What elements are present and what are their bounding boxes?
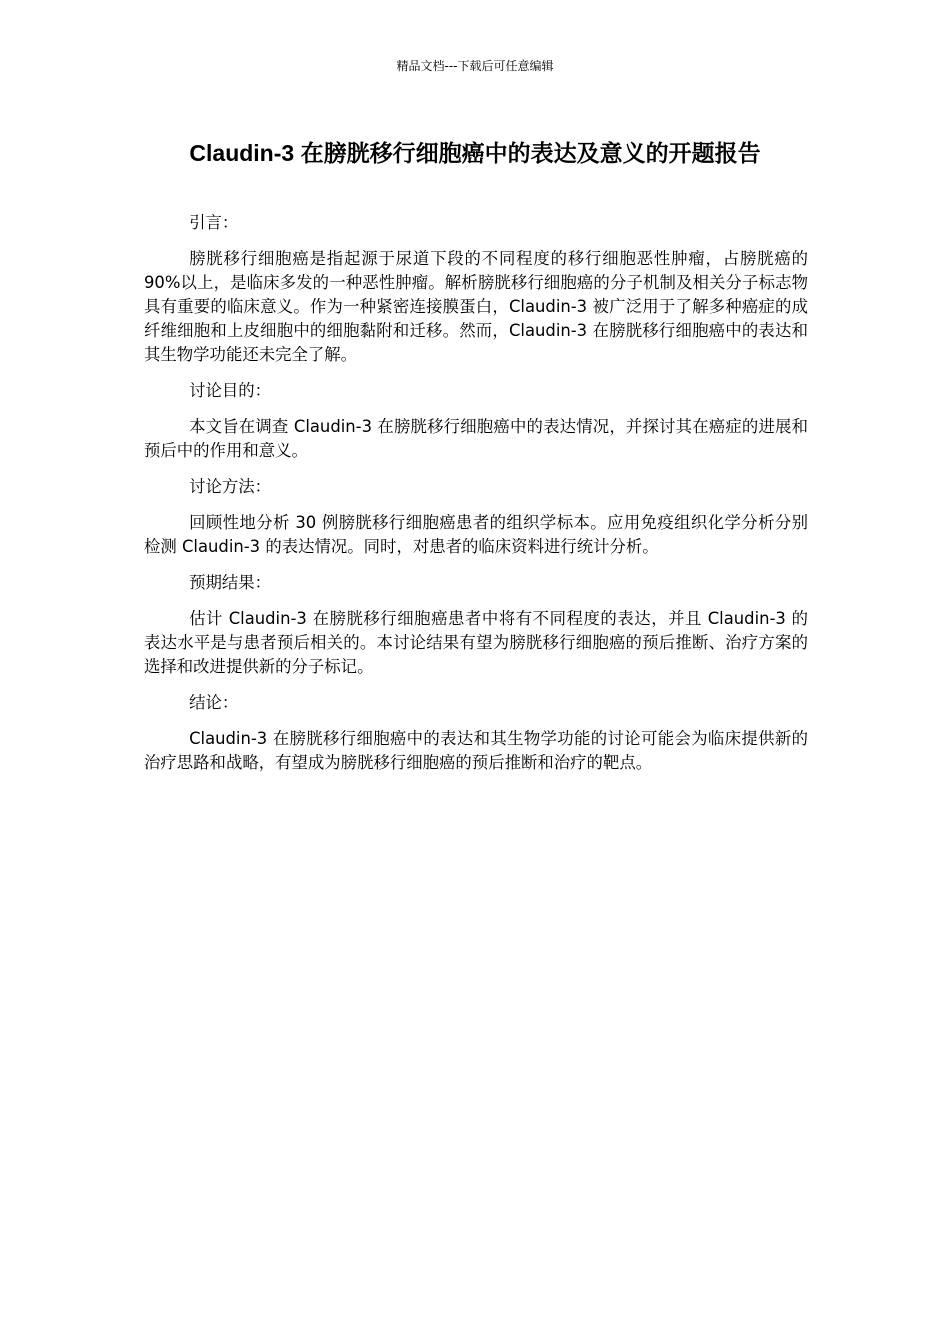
section-paragraph-expected-results: 估计 Claudin-3 在膀胱移行细胞癌患者中将有不同程度的表达，并且 Claudin-3 的表达水平是与患者预后相关的。本讨论结果有望为膀胱移行细胞癌的预后推断、治疗方案的选择和改进提供新的分子标记。 — [144, 609, 808, 676]
section-paragraph-methods: 回顾性地分析 30 例膀胱移行细胞癌患者的组织学标本。应用免疫组织化学分析分别检测 Claudin-3 的表达情况。同时，对患者的临床资料进行统计分析。 — [144, 513, 808, 556]
section-heading-purpose: 讨论目的： — [189, 381, 272, 400]
document-body — [144, 211, 808, 787]
section-paragraph-conclusion: Claudin-3 在膀胱移行细胞癌中的表达和其生物学功能的讨论可能会为临床提供新的治疗思路和战略，有望成为膀胱移行细胞癌的预后推断和治疗的靶点。 — [144, 729, 808, 772]
section-paragraph-introduction: 膀胱移行细胞癌是指起源于尿道下段的不同程度的移行细胞恶性肿瘤，占膀胱癌的 90%以上，是临床多发的一种恶性肿瘤。解析膀胱移行细胞癌的分子机制及相关分子标志物具有重要的临床意义。作为一种紧密连接膜蛋白，Claudin-3 被广泛用于了解多种癌症的成纤维细胞和上皮细胞中的细胞黏附和迁移。然而，Claudin-3 在膀胱移行细胞癌中的表达和其生物学功能还未完全了解。 — [144, 249, 808, 364]
section-heading-methods: 讨论方法： — [189, 477, 272, 496]
section-heading-expected-results: 预期结果： — [189, 573, 272, 592]
section-heading-introduction: 引言： — [189, 213, 239, 232]
section-paragraph-purpose: 本文旨在调查 Claudin-3 在膀胱移行细胞癌中的表达情况，并探讨其在癌症的进展和预后中的作用和意义。 — [144, 417, 808, 460]
document-title: Claudin-3 在膀胱移行细胞癌中的表达及意义的开题报告 — [189, 140, 761, 166]
header-note: 精品文档---下载后可任意编辑 — [396, 59, 554, 73]
section-heading-conclusion: 结论： — [189, 693, 239, 712]
